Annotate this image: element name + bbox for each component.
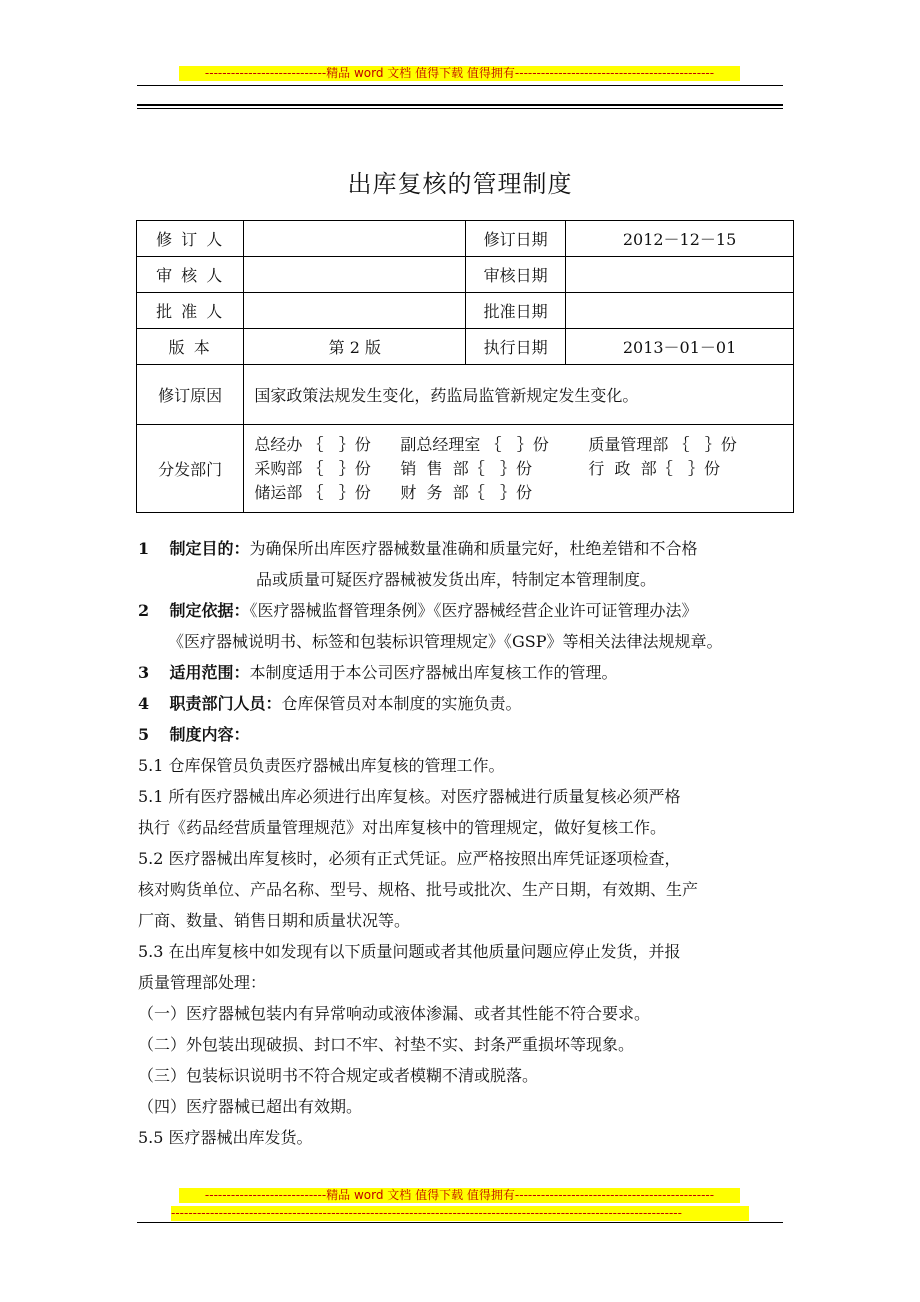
reviser-value xyxy=(244,221,466,257)
dist-admin: 行 政 部｛ ｝份 xyxy=(588,458,720,478)
paragraph-line: 5.5 医疗器械出库发货。 xyxy=(138,1128,313,1147)
section-text-continued: 《医疗器械说明书、标签和包装标识管理规定》《GSP》等相关法律法规规章。 xyxy=(168,632,723,651)
paragraph-line: 5.1 仓库保管员负责医疗器械出库复核的管理工作。 xyxy=(138,756,505,775)
paragraph-line: （二）外包装出现破损、封口不牢、衬垫不实、封条严重损坏等现象。 xyxy=(138,1035,635,1054)
section-text: 为确保所出库医疗器械数量准确和质量完好，杜绝差错和不合格 xyxy=(249,539,698,558)
table-row xyxy=(137,365,794,425)
distribution-row xyxy=(254,433,793,457)
header-rule xyxy=(137,85,783,86)
dist-quality-dept: 质量管理部 ｛ ｝份 xyxy=(588,434,737,454)
dist-storage: 储运部 ｛ ｝份 xyxy=(254,482,371,502)
auditor-label: 审 核 人 xyxy=(137,257,244,293)
section-4 xyxy=(138,691,798,722)
audit-date-value xyxy=(566,257,794,293)
section-1 xyxy=(138,536,798,567)
approve-date-label: 批准日期 xyxy=(466,293,566,329)
footer-rule xyxy=(137,1222,783,1223)
reason-label: 修订原因 xyxy=(137,365,244,425)
section-text: 本制度适用于本公司医疗器械出库复核工作的管理。 xyxy=(249,663,618,682)
reason-value: 国家政策法规发生变化，药监局监管新规定发生变化。 xyxy=(244,365,794,425)
header-rule-thick xyxy=(137,104,783,106)
dist-deputy-gm-office: 副总经理室 ｛ ｝份 xyxy=(400,434,549,454)
dist-purchasing: 采购部 ｛ ｝份 xyxy=(254,458,371,478)
exec-date-label: 执行日期 xyxy=(466,329,566,365)
section-number: 4 xyxy=(138,694,150,713)
info-table xyxy=(136,220,794,513)
dist-finance: 财 务 部｛ ｝份 xyxy=(400,482,532,502)
paragraph-line: 5.2 医疗器械出库复核时，必须有正式凭证。应严格按照出库凭证逐项检查， xyxy=(138,849,681,868)
distribution-label: 分发部门 xyxy=(137,425,244,513)
distribution-row xyxy=(254,481,793,505)
section-number: 2 xyxy=(138,601,150,620)
paragraph-line: （四）医疗器械已超出有效期。 xyxy=(138,1097,363,1116)
distribution-row xyxy=(254,457,793,481)
section-5 xyxy=(138,722,798,753)
paragraph-line: 核对购货单位、产品名称、型号、规格、批号或批次、生产日期，有效期、生产 xyxy=(138,880,699,899)
section-number: 3 xyxy=(138,663,150,682)
table-row xyxy=(137,329,794,365)
paragraph-line: 5.3 在出库复核中如发现有以下质量问题或者其他质量问题应停止发货，并报 xyxy=(138,942,681,961)
table-row xyxy=(137,425,794,513)
approver-label: 批 准 人 xyxy=(137,293,244,329)
document-title: 出库复核的管理制度 xyxy=(347,170,573,198)
document-body xyxy=(138,536,798,1156)
section-heading: 制度内容： xyxy=(169,725,250,744)
exec-date-value: 2013－01－01 xyxy=(566,329,794,365)
dist-general-office: 总经办 ｛ ｝份 xyxy=(254,434,371,454)
approver-value xyxy=(244,293,466,329)
paragraph-line: 厂商、数量、销售日期和质量状况等。 xyxy=(138,911,411,930)
paragraph-line: （三）包装标识说明书不符合规定或者模糊不清或脱落。 xyxy=(138,1066,539,1085)
section-number: 1 xyxy=(138,539,150,558)
revise-date-label: 修订日期 xyxy=(466,221,566,257)
table-row xyxy=(137,293,794,329)
section-number: 5 xyxy=(138,725,150,744)
footer-banner: ----------------------------精品 word 文档 值得下载 值得拥有---------------------------------------------- xyxy=(179,1188,740,1203)
section-text-continued: 品或质量可疑医疗器械被发货出库，特制定本管理制度。 xyxy=(256,570,657,589)
paragraph-line: （一）医疗器械包装内有异常响动或液体渗漏、或者其性能不符合要求。 xyxy=(138,1004,651,1023)
version-label: 版 本 xyxy=(137,329,244,365)
distribution-list xyxy=(244,425,794,513)
dist-sales: 销 售 部｛ ｝份 xyxy=(400,458,532,478)
table-row xyxy=(137,257,794,293)
paragraph-line: 执行《药品经营质量管理规范》对出库复核中的管理规定，做好复核工作。 xyxy=(138,818,667,837)
revise-date-value: 2012－12－15 xyxy=(566,221,794,257)
section-2 xyxy=(138,598,798,629)
version-value: 第 2 版 xyxy=(244,329,466,365)
section-text: 仓库保管员对本制度的实施负责。 xyxy=(281,694,522,713)
section-heading: 制定目的： xyxy=(169,539,250,558)
footer-banner-dashes: ---------------------------------------------------------------------------------------------------------------------- xyxy=(171,1206,749,1221)
section-3 xyxy=(138,660,798,691)
audit-date-label: 审核日期 xyxy=(466,257,566,293)
auditor-value xyxy=(244,257,466,293)
header-rule-thin xyxy=(137,108,783,109)
header-banner: ----------------------------精品 word 文档 值得下载 值得拥有---------------------------------------------- xyxy=(179,66,740,81)
table-row xyxy=(137,221,794,257)
section-heading: 职责部门人员： xyxy=(169,694,282,713)
section-text: 《医疗器械监督管理条例》《医疗器械经营企业许可证管理办法》 xyxy=(249,601,698,620)
approve-date-value xyxy=(566,293,794,329)
section-heading: 制定依据： xyxy=(169,601,250,620)
paragraph-line: 质量管理部处理： xyxy=(138,973,267,992)
paragraph-line: 5.1 所有医疗器械出库必须进行出库复核。对医疗器械进行质量复核必须严格 xyxy=(138,787,681,806)
reviser-label: 修 订 人 xyxy=(137,221,244,257)
section-heading: 适用范围： xyxy=(169,663,250,682)
